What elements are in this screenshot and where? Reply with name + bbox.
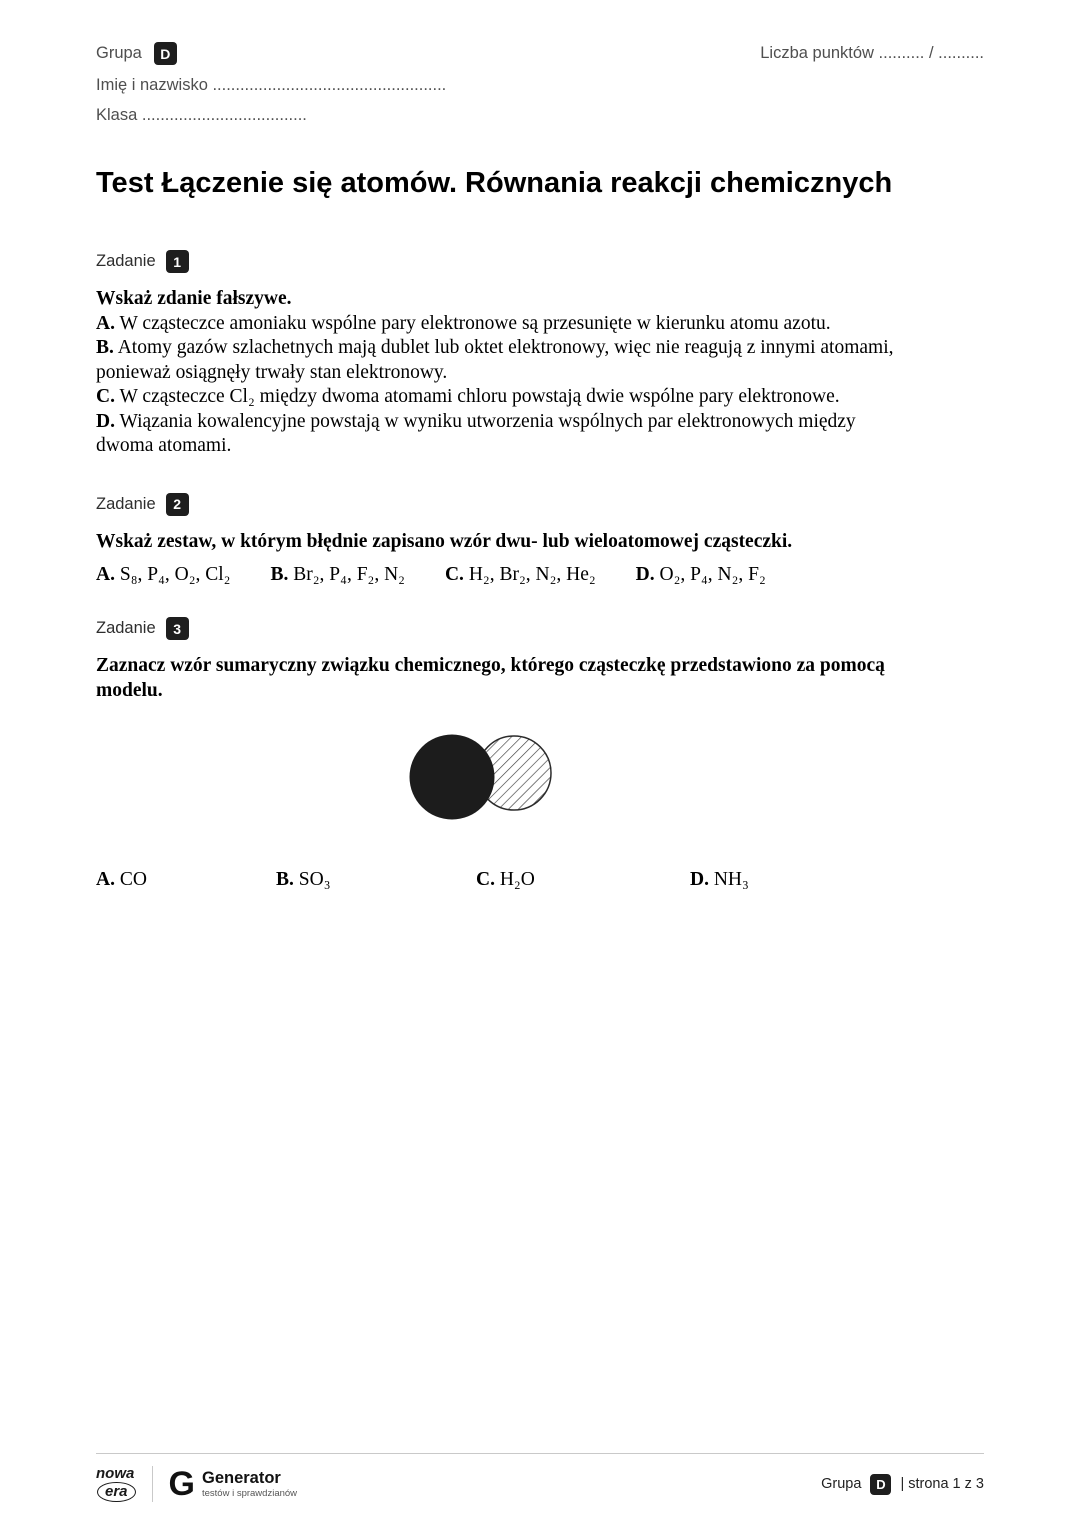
molecule-model-figure: [408, 731, 558, 821]
points-label: Liczba punktów .......... / ..........: [760, 44, 984, 62]
group-badge: D: [154, 42, 177, 65]
page-title: Test Łączenie się atomów. Równania reakcji chemicznych: [96, 167, 893, 199]
option-letter: B.: [270, 563, 289, 585]
option-text: W cząsteczce Cl₂ między dwoma atomami chloru powstają dwie wspólne pary elektronowe.: [119, 386, 840, 408]
nowa-era-logo: [96, 1466, 136, 1502]
footer-group-label: Grupa: [821, 1476, 862, 1492]
option-letter: D.: [96, 410, 115, 432]
task-1-option-c: [96, 385, 896, 410]
generator-subtitle: testów i sprawdzianów: [201, 1487, 298, 1499]
option-text: Wiązania kowalencyjne powstają w wyniku utworzenia wspólnych par elektronowych między dwoma atomami.: [96, 410, 856, 457]
option-letter: C.: [96, 386, 115, 408]
task-2-option-d: [636, 563, 766, 588]
nowa-era-logo-bottom: era: [97, 1482, 136, 1502]
task-1-option-d: [96, 410, 896, 459]
task-3-option-c: [476, 868, 690, 893]
task-2-number-badge: 2: [166, 493, 189, 516]
option-letter: C.: [476, 869, 495, 891]
option-letter: B.: [276, 869, 294, 891]
option-letter: D.: [635, 563, 655, 585]
task-2-options-row: [96, 563, 984, 588]
option-text: Atomy gazów szlachetnych mają dublet lub oktet elektronowy, więc nie reagują z innymi atomami, ponieważ osiągnęły trwały stan elektronowy.: [96, 337, 894, 383]
task-2-option-c: [445, 563, 596, 588]
task-2-option-a: [96, 563, 230, 588]
task-3-option-a: [96, 868, 276, 893]
task-1-question: Wskaż zdanie fałszywe.: [96, 288, 292, 309]
option-text: S₈, P₄, O₂, Cl₂: [119, 563, 231, 585]
option-text: H₂O: [499, 869, 535, 891]
generator-name: Generator: [201, 1469, 281, 1488]
option-text: SO₃: [298, 869, 331, 891]
footer-group-badge: D: [870, 1474, 891, 1495]
footer-divider: [152, 1466, 153, 1502]
option-letter: A.: [96, 312, 115, 334]
task-1-number-badge: 1: [166, 250, 189, 273]
task-1-option-a: [96, 312, 896, 337]
name-fill-line: Imię i nazwisko ...................................................: [96, 76, 447, 94]
option-text: W cząsteczce amoniaku wspólne pary elektronowe są przesunięte w kierunku atomu azotu.: [119, 312, 831, 334]
generator-logo: [169, 1467, 298, 1501]
task-3-option-b: [276, 868, 476, 893]
task-3-options-row: [96, 868, 984, 893]
task-1-label: Zadanie: [96, 252, 156, 270]
task-3-option-d: [690, 868, 984, 893]
nowa-era-logo-top: nowa: [96, 1465, 135, 1482]
option-letter: C.: [444, 563, 464, 585]
footer-page-info: | strona 1 z 3: [900, 1476, 984, 1492]
task-1: [96, 250, 984, 459]
task-3: [96, 617, 984, 893]
option-text: CO: [119, 869, 147, 891]
task-3-label: Zadanie: [96, 619, 156, 638]
option-text: NH₃: [713, 869, 749, 891]
option-text: Br₂, P₄, F₂, N₂: [293, 563, 405, 585]
option-letter: A.: [96, 563, 115, 585]
option-letter: B.: [96, 337, 114, 359]
option-letter: A.: [96, 869, 115, 891]
task-2-question: Wskaż zestaw, w którym błędnie zapisano wzór dwu- lub wieloatomowej cząsteczki.: [96, 530, 793, 552]
dark-atom-circle: [410, 735, 495, 820]
task-2-option-b: [270, 563, 404, 588]
option-text: O₂, P₄, N₂, F₂: [659, 563, 766, 585]
generator-g-icon: G: [168, 1465, 195, 1503]
task-3-question: Zaznacz wzór sumaryczny związku chemicznego, którego cząsteczkę przedstawiono za pomocą modelu.: [96, 655, 885, 701]
option-letter: D.: [690, 869, 709, 891]
task-3-number-badge: 3: [166, 617, 189, 640]
group-label: Grupa: [96, 44, 142, 62]
page-footer: [96, 1453, 984, 1502]
task-2: [96, 493, 984, 587]
option-text: H₂, Br₂, N₂, He₂: [468, 563, 596, 585]
page-header: [96, 42, 984, 125]
task-1-option-b: [96, 336, 896, 385]
task-2-label: Zadanie: [96, 494, 156, 513]
class-fill-line: Klasa ....................................: [96, 106, 307, 124]
